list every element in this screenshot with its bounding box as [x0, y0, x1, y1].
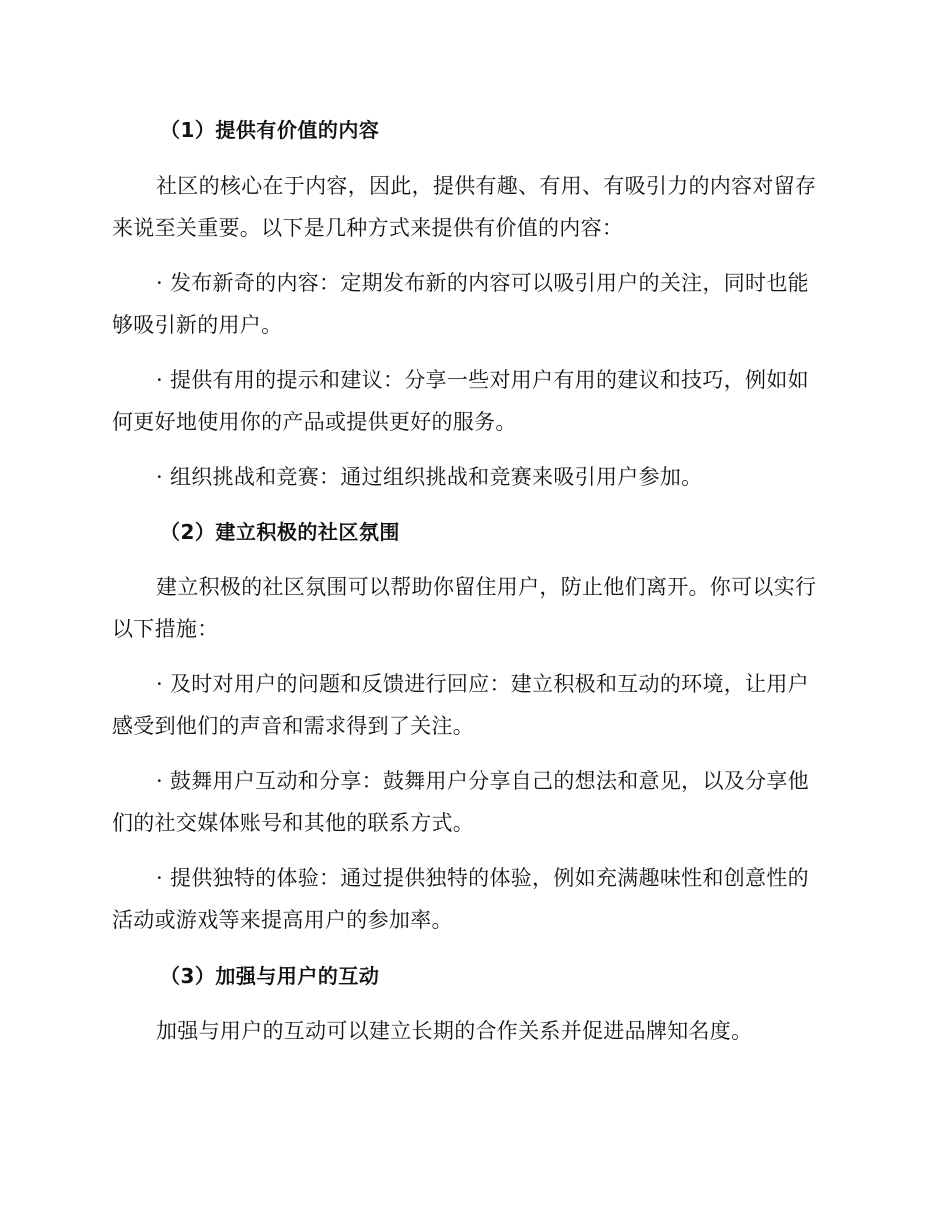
paragraph-line: 社区的核心在于内容，因此，提供有趣、有用、有吸引力的内容对留存: [156, 174, 817, 198]
section-heading-3: （3）加强与用户的互动: [160, 964, 380, 988]
paragraph-line: 加强与用户的互动可以建立长期的合作关系并促进品牌知名度。: [156, 1019, 753, 1043]
paragraph-line: 建立积极的社区氛围可以帮助你留住用户，防止他们离开。你可以实行: [156, 575, 817, 599]
bullet-line: · 提供有用的提示和建议：分享一些对用户有用的建议和技巧，例如如: [156, 368, 809, 392]
bullet-line: · 及时对用户的问题和反馈进行回应：建立积极和互动的环境，让用户: [156, 672, 809, 696]
section-heading-2: （2）建立积极的社区氛围: [160, 520, 400, 544]
paragraph-line: 以下措施：: [112, 617, 219, 641]
bullet-line: · 组织挑战和竞赛：通过组织挑战和竞赛来吸引用户参加。: [156, 465, 703, 489]
bullet-line: 们的社交媒体账号和其他的联系方式。: [112, 811, 475, 835]
bullet-line: 感受到他们的声音和需求得到了关注。: [112, 714, 475, 738]
bullet-line: 活动或游戏等来提高用户的参加率。: [112, 908, 453, 932]
bullet-line: 够吸引新的用户。: [112, 313, 283, 337]
section-heading-1: （1）提供有价值的内容: [160, 118, 380, 142]
bullet-line: · 提供独特的体验：通过提供独特的体验，例如充满趣味性和创意性的: [156, 866, 809, 890]
bullet-line: 何更好地使用你的产品或提供更好的服务。: [112, 410, 517, 434]
bullet-line: · 发布新奇的内容：定期发布新的内容可以吸引用户的关注，同时也能: [156, 271, 809, 295]
paragraph-line: 来说至关重要。以下是几种方式来提供有价值的内容：: [112, 216, 624, 240]
bullet-line: · 鼓舞用户互动和分享：鼓舞用户分享自己的想法和意见，以及分享他: [156, 769, 809, 793]
